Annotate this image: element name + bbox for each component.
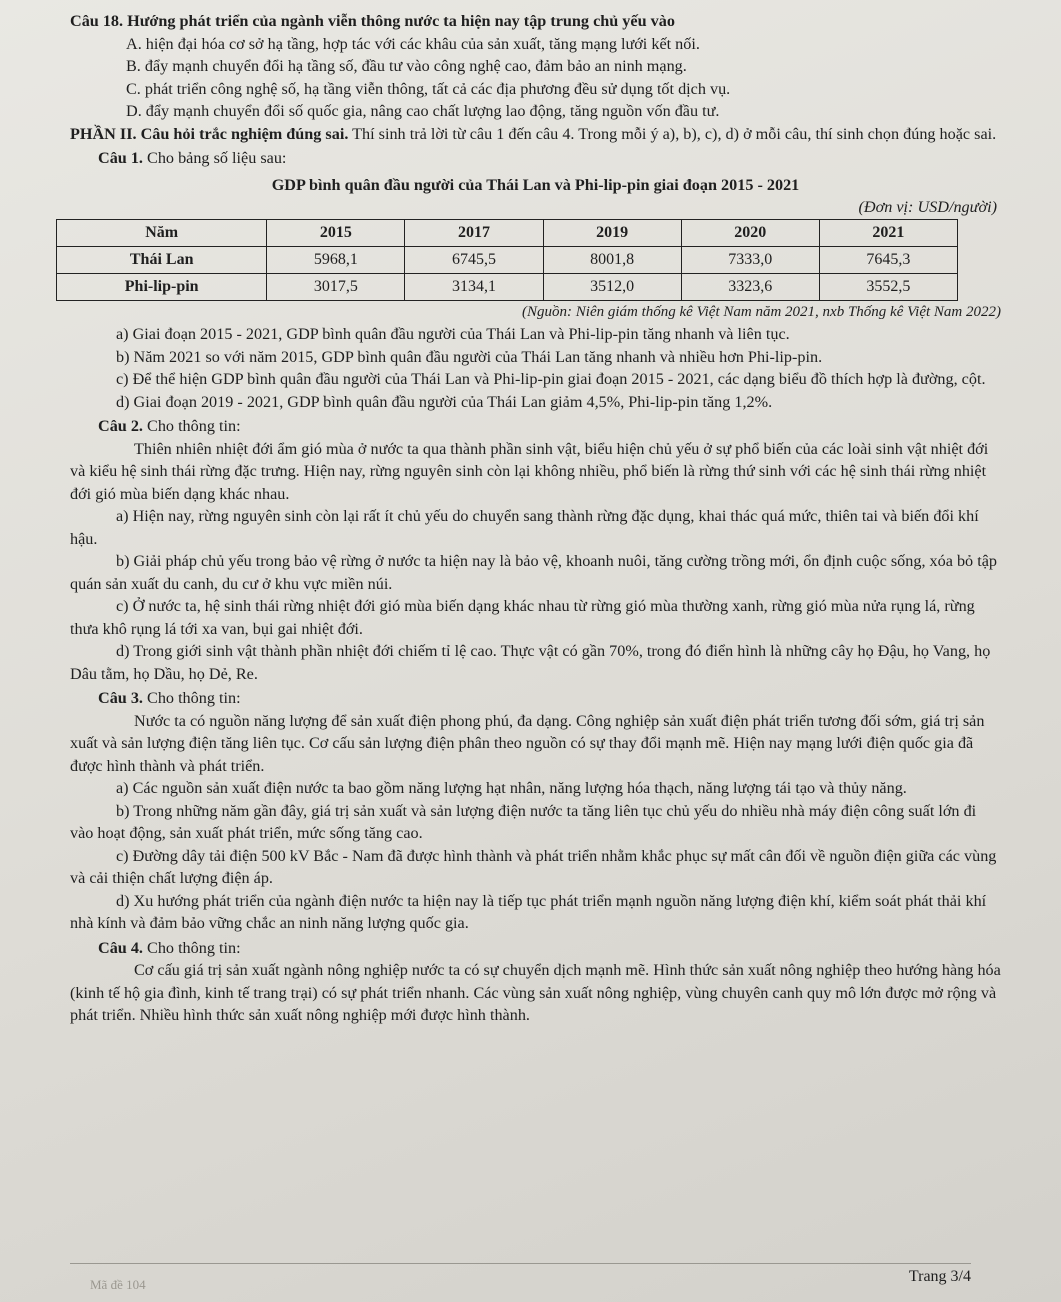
q1-label: Câu 1. <box>98 149 143 167</box>
q3-statement-b: b) Trong những năm gần đây, giá trị sản xuất và sản lượng điện nước ta tăng liên tục chủ yếu do nhiều nhà máy điện công suất lớn đi vào hoạt động, sản xuất phát triển, mức sống tăng cao. <box>70 801 977 842</box>
q1-stem: Cho bảng số liệu sau: <box>147 149 287 167</box>
table-header-cell: 2019 <box>543 219 681 246</box>
q3-stem: Cho thông tin: <box>147 689 241 707</box>
table-header-row <box>57 219 958 246</box>
q18-option-a: A. hiện đại hóa cơ sở hạ tầng, hợp tác với các khâu của sản xuất, tăng mạng lưới kết nối. <box>126 34 700 53</box>
q18-stem: Câu 18. Hướng phát triển của ngành viễn thông nước ta hiện nay tập trung chủ yếu vào <box>70 12 675 30</box>
q4-stem: Cho thông tin: <box>147 938 241 957</box>
q1-statement-a: a) Giai đoạn 2015 - 2021, GDP bình quân đầu người của Thái Lan và Phi-lip-pin tăng nhanh và liên tục. <box>116 325 790 343</box>
table-cell: 3512,0 <box>543 273 681 300</box>
part2-intro: Thí sinh trả lời từ câu 1 đến câu 4. Trong mỗi ý a), b), c), d) ở mỗi câu, thí sinh chọn đúng hoặc sai. <box>352 124 997 143</box>
table-cell: 3323,6 <box>681 273 819 300</box>
q18-option-b: B. đẩy mạnh chuyển đổi hạ tầng số, đầu tư vào công nghệ cao, đảm bảo an ninh mạng. <box>126 57 687 75</box>
q2-statement-d: d) Trong giới sinh vật thành phần nhiệt đới chiếm tỉ lệ cao. Thực vật có gần 70%, trong đó điển hình là những cây họ Đậu, họ Vang, họ Dâu tằm, họ Dầu, họ Dẻ, Re. <box>70 642 991 683</box>
q1-statement-b: b) Năm 2021 so với năm 2015, GDP bình quân đầu người của Thái Lan tăng nhanh và nhiều hơn Phi-lip-pin. <box>116 347 823 366</box>
q2-statement-b: b) Giải pháp chủ yếu trong bảo vệ rừng ở nước ta hiện nay là bảo vệ, khoanh nuôi, tăng cường trồng mới, ổn định cuộc sống, xóa bỏ tập quán sản xuất du canh, du cư ở khu vực miền núi. <box>70 552 997 593</box>
q1-statement-d: d) Giai đoạn 2019 - 2021, GDP bình quân đầu người của Thái Lan giảm 4,5%, Phi-lip-pin tăng 1,2%. <box>116 392 773 411</box>
table-cell: 3017,5 <box>267 273 405 300</box>
table-cell: 3134,1 <box>405 273 543 300</box>
q3-label: Câu 3. <box>98 689 143 707</box>
page-footer <box>70 1263 971 1294</box>
table-cell: 7333,0 <box>681 246 819 273</box>
q1-stem-line <box>70 147 1001 170</box>
q2-passage: Thiên nhiên nhiệt đới ẩm gió mùa ở nước ta qua thành phần sinh vật, biểu hiện chủ yếu ở sự phổ biến của các loài sinh vật nhiệt đới và kiểu hệ sinh thái rừng đặc trưng. Hiện nay, rừng nguyên sinh còn lại không nhiều, phổ biến là rừng thứ sinh với các hệ sinh thái rừng nhiệt đới gió mùa biến dạng khác nhau. <box>70 439 989 503</box>
q4-passage: Cơ cấu giá trị sản xuất ngành nông nghiệp nước ta có sự chuyển dịch mạnh mẽ. Hình thức sản xuất nông nghiệp theo hướng hàng hóa (kinh tế hộ gia đình, kinh tế trang trại) có sự phát triển nhanh. Các vùng sản xuất nông nghiệp, vùng chuyên canh quy mô lớn được mở rộng và phát triển. Nhiều hình thức sản xuất nông nghiệp mới được hình thành. <box>70 961 1001 1024</box>
exam-code: Mã đề 104 <box>90 1277 146 1292</box>
table-row <box>57 273 958 300</box>
table-unit: (Đơn vị: USD/người) <box>858 198 997 216</box>
table-row-label: Phi-lip-pin <box>57 273 267 300</box>
table-header-cell: 2017 <box>405 219 543 246</box>
q2-stem-line <box>70 415 1001 438</box>
table-cell: 5968,1 <box>267 246 405 273</box>
q3-passage: Nước ta có nguồn năng lượng để sản xuất điện phong phú, đa dạng. Công nghiệp sản xuất điện phát triển tương đối sớm, giá trị sản xuất và sản lượng điện tăng liên tục. Cơ cấu sản lượng điện phân theo nguồn có sự thay đổi mạnh mẽ. Hiện nay mạng lưới điện quốc gia đã được hình thành và phát triển. <box>70 711 985 775</box>
table-row <box>57 246 958 273</box>
q2-statement-a: a) Hiện nay, rừng nguyên sinh còn lại rất ít chủ yếu do chuyển sang thành rừng đặc dụng, khai thác quá mức, thiên tai và biến đổi khí hậu. <box>70 507 979 548</box>
part2-paragraph <box>70 123 1001 146</box>
q2-stem: Cho thông tin: <box>147 417 241 435</box>
table-header-cell: Năm <box>57 219 267 246</box>
q4-label: Câu 4. <box>98 938 143 957</box>
table-title: GDP bình quân đầu người của Thái Lan và Phi-lip-pin giai đoạn 2015 - 2021 <box>271 175 800 194</box>
q2-statement-c: c) Ở nước ta, hệ sinh thái rừng nhiệt đới gió mùa biến dạng khác nhau từ rừng gió mùa thường xanh, rừng gió mùa nửa rụng lá, rừng thưa khô rụng lá tới xa van, bụi gai nhiệt đới. <box>70 597 975 638</box>
part2-heading: PHẦN II. Câu hỏi trắc nghiệm đúng sai. <box>70 124 349 143</box>
table-cell: 7645,3 <box>819 246 957 273</box>
table-header-cell: 2020 <box>681 219 819 246</box>
q2-label: Câu 2. <box>98 417 143 435</box>
page-number: Trang 3/4 <box>908 1268 971 1285</box>
table-row-label: Thái Lan <box>57 246 267 273</box>
q3-stem-line <box>70 687 1001 710</box>
q1-statement-c: c) Để thể hiện GDP bình quân đầu người của Thái Lan và Phi-lip-pin giai đoạn 2015 - 2021, các dạng biểu đồ thích hợp là đường, cột. <box>116 370 986 388</box>
table-header-cell: 2015 <box>267 219 405 246</box>
q3-statement-a: a) Các nguồn sản xuất điện nước ta bao gồm năng lượng hạt nhân, năng lượng hóa thạch, năng lượng tái tạo và thủy năng. <box>116 779 907 797</box>
q18-option-d: D. đẩy mạnh chuyển đổi số quốc gia, nâng cao chất lượng lao động, tăng nguồn vốn đầu tư. <box>126 102 720 120</box>
table-cell: 3552,5 <box>819 273 957 300</box>
q18-option-c: C. phát triển công nghệ số, hạ tầng viễn thông, tất cả các địa phương đều sử dụng tốt dịch vụ. <box>126 79 731 98</box>
q3-statement-c: c) Đường dây tải điện 500 kV Bắc - Nam đã được hình thành và phát triển nhằm khắc phục sự mất cân đối về nguồn điện giữa các vùng và cải thiện chất lượng điện áp. <box>70 846 997 887</box>
table-source: (Nguồn: Niên giám thống kê Việt Nam năm 2021, nxb Thống kê Việt Nam 2022) <box>522 303 1001 320</box>
q3-statement-d: d) Xu hướng phát triển của ngành điện nước ta hiện nay là tiếp tục phát triển mạnh nguồn năng lượng điện khí, kiểm soát phát thải khí nhà kính và đảm bảo vững chắc an ninh năng lượng quốc gia. <box>70 891 987 932</box>
gdp-table <box>56 219 958 301</box>
table-header-cell: 2021 <box>819 219 957 246</box>
q4-stem-line <box>70 937 1001 960</box>
table-cell: 8001,8 <box>543 246 681 273</box>
table-cell: 6745,5 <box>405 246 543 273</box>
